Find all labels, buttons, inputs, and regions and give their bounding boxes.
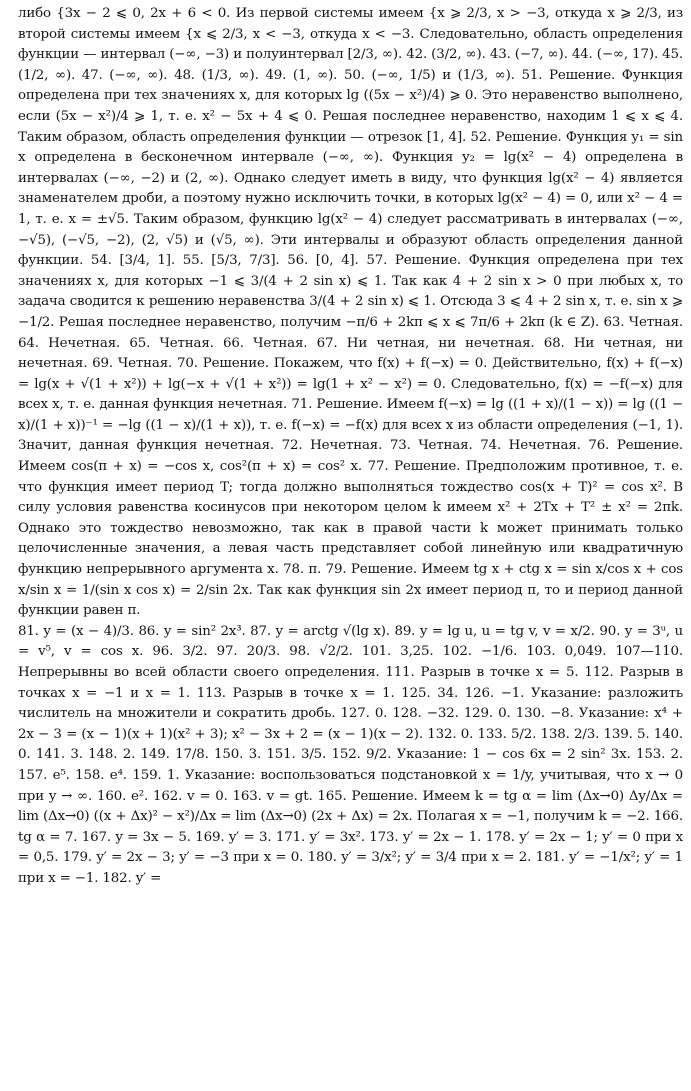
answers-paragraph: 81. y = (x − 4)/3. 86. y = sin² 2x³. 87. y = arctg √(lg x). 89. y = lg u, u = tg v, v = x/2. 90. y = 3ᵘ, u = v⁵, v = cos x. 96. 3/2. 97. 20/3. 98. √2/2. 101. 3,25. 102. −1/6. 103. 0,049. 107—110. Непрерывны во всей области своего определения. 111. Разрыв в точке x = 5. 112. Разрыв в точках x = −1 и x = 1. 113. Разрыв в точке x = 1. 125. 34. 126. −1. Указание: разложить числитель на множители и сократить дробь. 127. 0. 128. −32. 129. 0. 130. −8. Указание: x⁴ + 2x − 3 = (x − 1)(x + 1)(x² + 3); x² − 3x + 2 = (x − 1)(x − 2). 132. 0. 133. 5/2. 138. 2/3. 139. 5. 140. 0. 141. 3. 148. 2. 149. 17/8. 150. 3. 151. 3/5. 152. 9/2. Указание: 1 − cos 6x = 2 sin² 3x. 153. 2. 157. e⁵. 158. e⁴. 159. 1. Указание: воспользоваться подстановкой x = 1/y, учитывая, что x → 0 при y → ∞. 160. e². 162. v = 0. 163. v = gt. 165. Решение. Имеем k = tg α = lim (Δx→0) Δy/Δx = lim (Δx→0) ((x + Δx)² − x²)/Δx = lim (Δx→0) (2x + Δx) = 2x. Полагая x = −1, получим k = −2. 166. tg α = 7. 167. y = 3x − 5. 169. y′ = 3. 171. y′ = 3x². 173. y′ = 2x − 1. 178. y′ = 2x − 1; y′ = 0 при x = 0,5. 179. y′ = 2x − 3; y′ = −3 при x = 0. 180. y′ = 3/x²; y′ = 3/4 при x = 2. 181. y′ = −1/x²; y′ = 1 при x = −1. 182. y′ = bbox=[18, 623, 683, 886]
answers-paragraph: либо {3x − 2 ⩽ 0, 2x + 6 < 0. Из первой системы имеем {x ⩾ 2/3, x > −3, откуда x ⩾ 2/3, из второй системы имеем {x ⩽ 2/3, x < −3, откуда x < −3. Следовательно, область определения функции — интервал (−∞, −3) и полуинтервал [2/3, ∞). 42. (3/2, ∞). 43. (−7, ∞). 44. (−∞, 17). 45. (1/2, ∞). 47. (−∞, ∞). 48. (1/3, ∞). 49. (1, ∞). 50. (−∞, 1/5) и (1/3, ∞). 51. Решение. Функция определена при тех значениях x, для которых lg ((5x − x²)/4) ⩾ 0. Это неравенство выполнено, если (5x − x²)/4 ⩾ 1, т. е. x² − 5x + 4 ⩽ 0. Решая последнее неравенство, находим 1 ⩽ x ⩽ 4. Таким образом, область определения функции — отрезок [1, 4]. 52. Решение. Функция y₁ = sin x определена в бесконечном интервале (−∞, ∞). Функция y₂ = lg(x² − 4) определена в интервалах (−∞, −2) и (2, ∞). Однако следует иметь в виду, что функция lg(x² − 4) является знаменателем дроби, а поэтому нужно исключить точки, в которых lg(x² − 4) = 0, или x² − 4 = 1, т. е. x = ±√5. Таким образом, функцию lg(x² − 4) следует рассматривать в интервалах (−∞, −√5), (−√5, −2), (2, √5) и (√5, ∞). Эти интервалы и образуют область определения данной функции. 54. [3/4, 1]. 55. [5/3, 7/3]. 56. [0, 4]. 57. Решение. Функция определена при тех значениях x, для которых −1 ⩽ 3/(4 + 2 sin x) ⩽ 1. Так как 4 + 2 sin x > 0 при любых x, то задача сводится к решению неравенства 3/(4 + 2 sin x) ⩽ 1. Отсюда 3 ⩽ 4 + 2 sin x, т. е. sin x ⩾ −1/2. Решая последнее неравенство, получим −π/6 + 2kπ ⩽ x ⩽ 7π/6 + 2kπ (k ∈ Z). 63. Четная. 64. Нечетная. 65. Четная. 66. Четная. 67. Ни четная, ни нечетная. 68. Ни четная, ни нечетная. 69. Четная. 70. Решение. Покажем, что f(x) + f(−x) = 0. Действительно, f(x) + f(−x) = lg(x + √(1 + x²)) + lg(−x + √(1 + x²)) = lg(1 + x² − x²) = 0. Следовательно, f(x) = −f(−x) для всех x, т. е. данная функция нечетная. 71. Решение. Имеем f(−x) = lg ((1 + x)/(1 − x)) = lg ((1 − x)/(1 + x))⁻¹ = −lg ((1 − x)/(1 + x)), т. е. f(−x) = −f(x) для всех x из области определения (−1, 1). Значит, данная функция нечетная. 72. Нечетная. 73. Четная. 74. Нечетная. 76. Решение. Имеем cos(π + x) = −cos x, cos²(π + x) = cos² x. 77. Решение. Предположим противное, т. е. что функция имеет период T; тогда должно выполняться тождество cos(x + T)² = cos x². В силу условия равенства косинусов при некотором целом k имеем x² + 2Tx + T² ± x² = 2πk. Однако это тождество невозможно, так как в правой части k может принимать только целочисленные значения, а левая часть представляет собой линейную или квадратичную функцию непрерывного аргумента x. 78. π. 79. Решение. Имеем tg x + ctg x = sin x/cos x + cos x/sin x = 1/(sin x cos x) = 2/sin 2x. Так как функция sin 2x имеет период π, то и период данной функции равен π. bbox=[18, 6, 683, 619]
